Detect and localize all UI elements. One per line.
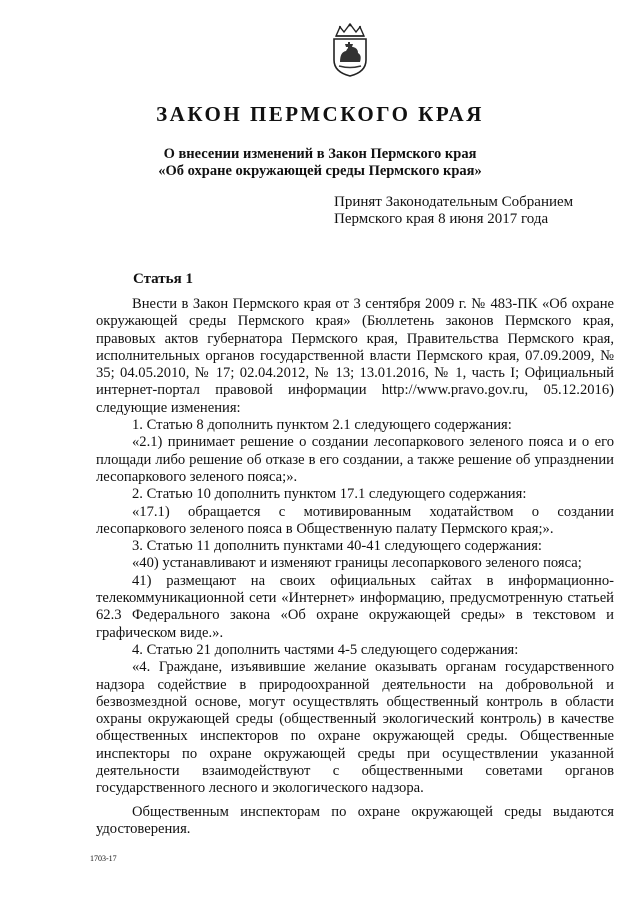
paragraph-intro: Внести в Закон Пермского края от 3 сентября 2009 г. № 483-ПК «Об охране окружающей среды Пермского края» (Бюллетень законов Пермского края, правовых актов губернатора Пермского края, Правительства Пермского края, исполнительных органов государственной власти Пермского края, 07.09.2009, № 35; 04.05.2010, № 17; 02.04.2012, № 13; 13.01.2016, № 1, часть I; Официальный интернет-портал правовой информации http://www.pravo.gov.ru, 05.12.2016) следующие изменения: (96, 296, 614, 416)
paragraph-item-3: 3. Статью 11 дополнить пунктами 40-41 следующего содержания: (132, 538, 542, 555)
article-body (96, 296, 614, 838)
document-code: 1703-17 (90, 854, 117, 863)
law-subtitle (0, 146, 640, 180)
law-title: ЗАКОН ПЕРМСКОГО КРАЯ (156, 102, 484, 126)
adoption-line-1: Принят Законодательным Собранием (334, 194, 574, 210)
adoption-line-2: Пермского края 8 июня 2017 года (334, 211, 549, 227)
paragraph-item-4-text: «4. Граждане, изъявившие желание оказывать органам государственного надзора содействие в природоохранной деятельности на добровольной и безвозмездной основе, могут осуществлять общественный контроль в области охраны окружающей среды (общественный экологический контроль) в качестве общественных инспекторов по охране окружающей среды. Общественные инспекторы по охране окружающей среды при осуществлении указанной деятельности взаимодействуют с общественными советами органов государственного лесного и экологического надзора. (96, 659, 614, 797)
article-heading: Статья 1 (133, 271, 193, 287)
paragraph-item-3-text-40: «40) устанавливают и изменяют границы лесопаркового зеленого пояса; (132, 555, 582, 572)
paragraph-item-4-text-2: Общественным инспекторам по охране окружающей среды выдаются удостоверения. (96, 803, 614, 837)
paragraph-item-3-text-41: 41) размещают на своих официальных сайтах в информационно-телекоммуникационной сети «Интернет» информацию, предусмотренную статьей 62.3 Федерального закона «Об охране окружающей среды» в текстовом и графическом виде.». (96, 572, 614, 641)
paragraph-item-1-text: «2.1) принимает решение о создании лесопаркового зеленого пояса и о его площади либо решение об отказе в его создании, а также решение об упразднении лесопаркового зеленого пояса;». (96, 434, 614, 485)
paragraph-item-4: 4. Статью 21 дополнить частями 4-5 следующего содержания: (132, 641, 519, 658)
adoption-note (334, 194, 573, 228)
paragraph-item-1: 1. Статью 8 дополнить пунктом 2.1 следующего содержания: (132, 417, 512, 434)
subtitle-line-2: «Об охране окружающей среды Пермского края» (158, 163, 482, 179)
subtitle-line-1: О внесении изменений в Закон Пермского края (163, 146, 477, 162)
paragraph-item-2: 2. Статью 10 дополнить пунктом 17.1 следующего содержания: (132, 486, 527, 503)
paragraph-item-2-text: «17.1) обращается с мотивированным ходатайством о создании лесопаркового зеленого пояса в Общественную палату Пермского края;». (96, 503, 614, 537)
perm-krai-coat-of-arms-icon (328, 22, 372, 78)
